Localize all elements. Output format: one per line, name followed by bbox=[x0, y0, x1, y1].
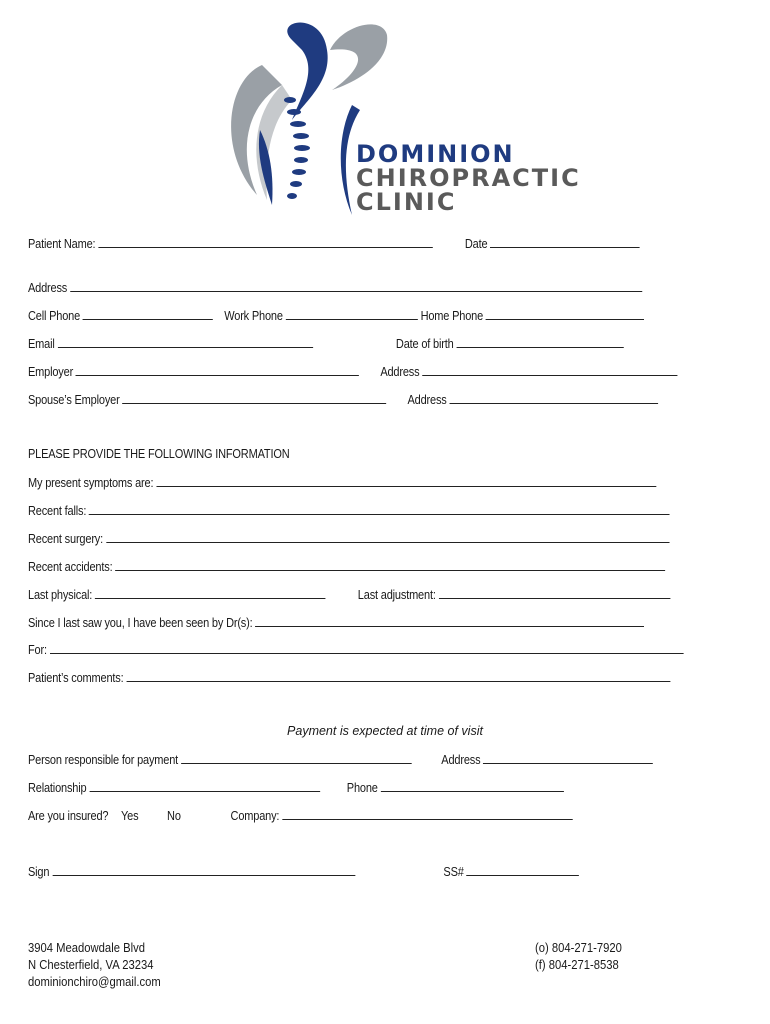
address-field[interactable] bbox=[70, 280, 642, 292]
dob-field[interactable] bbox=[456, 336, 623, 348]
work-phone-field[interactable] bbox=[286, 308, 418, 320]
seen-by-field[interactable] bbox=[255, 615, 644, 627]
surgery-label: Recent surgery: bbox=[28, 532, 104, 546]
sign-label: Sign bbox=[28, 865, 50, 879]
employer-address-field[interactable] bbox=[422, 364, 677, 376]
company-field[interactable] bbox=[282, 808, 572, 820]
ss-label: SS# bbox=[443, 865, 464, 879]
insured-yes-option[interactable]: Yes bbox=[120, 809, 139, 823]
insured-no-option[interactable]: No bbox=[167, 809, 181, 823]
patient-name-row bbox=[28, 236, 640, 251]
responsible-label: Person responsible for payment bbox=[28, 753, 179, 767]
spouse-employer-label: Spouse’s Employer bbox=[28, 393, 120, 407]
responsible-row bbox=[28, 752, 653, 767]
email-field[interactable] bbox=[58, 336, 313, 348]
clinic-address-block bbox=[28, 940, 161, 991]
cell-phone-label: Cell Phone bbox=[28, 309, 81, 323]
spouse-address-field[interactable] bbox=[450, 392, 659, 404]
clinic-city: N Chesterfield, VA 23234 bbox=[28, 958, 154, 972]
spouse-address-label: Address bbox=[407, 393, 447, 407]
falls-field[interactable] bbox=[89, 503, 670, 515]
brand-name-line-1: DOMINION bbox=[356, 140, 515, 168]
symptoms-field[interactable] bbox=[156, 475, 656, 487]
last-adjustment-label: Last adjustment: bbox=[357, 588, 436, 602]
sign-field[interactable] bbox=[52, 864, 355, 876]
employer-label: Employer bbox=[28, 365, 74, 379]
brand-name-line-2: CHIROPRACTIC bbox=[356, 164, 581, 192]
employer-row bbox=[28, 364, 678, 379]
brand-name-line-3: CLINIC bbox=[356, 188, 457, 216]
falls-label: Recent falls: bbox=[28, 504, 87, 518]
phone-row bbox=[28, 308, 644, 323]
falls-row bbox=[28, 503, 670, 518]
date-label: Date bbox=[464, 237, 488, 251]
email-label: Email bbox=[28, 337, 55, 351]
surgery-field[interactable] bbox=[106, 531, 669, 543]
payment-address-label: Address bbox=[441, 753, 481, 767]
clinic-office-phone: (o) 804-271-7920 bbox=[535, 941, 622, 955]
company-label: Company: bbox=[230, 809, 280, 823]
address-row bbox=[28, 280, 642, 295]
phone-label: Phone bbox=[346, 781, 378, 795]
seen-by-row bbox=[28, 615, 644, 630]
surgery-row bbox=[28, 531, 669, 546]
insured-row bbox=[28, 808, 573, 823]
payment-notice: Payment is expected at time of visit bbox=[287, 724, 483, 738]
info-heading: PLEASE PROVIDE THE FOLLOWING INFORMATION bbox=[28, 447, 290, 461]
address-label: Address bbox=[28, 281, 68, 295]
home-phone-label: Home Phone bbox=[420, 309, 484, 323]
cell-phone-field[interactable] bbox=[83, 308, 213, 320]
symptoms-row bbox=[28, 475, 656, 490]
email-row bbox=[28, 336, 624, 351]
payment-address-field[interactable] bbox=[483, 752, 653, 764]
dob-label: Date of birth bbox=[395, 337, 454, 351]
last-adjustment-field[interactable] bbox=[439, 587, 670, 599]
patient-name-field[interactable] bbox=[98, 236, 432, 248]
relationship-row bbox=[28, 780, 564, 795]
patient-name-label: Patient Name: bbox=[28, 237, 96, 251]
responsible-field[interactable] bbox=[181, 752, 412, 764]
last-physical-label: Last physical: bbox=[28, 588, 93, 602]
relationship-field[interactable] bbox=[89, 780, 320, 792]
accidents-label: Recent accidents: bbox=[28, 560, 113, 574]
for-label: For: bbox=[28, 643, 47, 657]
accidents-row bbox=[28, 559, 665, 574]
comments-row bbox=[28, 670, 670, 685]
last-visit-row bbox=[28, 587, 670, 602]
comments-field[interactable] bbox=[126, 670, 670, 682]
home-phone-field[interactable] bbox=[486, 308, 644, 320]
symptoms-label: My present symptoms are: bbox=[28, 476, 154, 490]
spouse-employer-field[interactable] bbox=[122, 392, 386, 404]
employer-address-label: Address bbox=[380, 365, 420, 379]
work-phone-label: Work Phone bbox=[224, 309, 283, 323]
last-physical-field[interactable] bbox=[95, 587, 326, 599]
relationship-label: Relationship bbox=[28, 781, 87, 795]
comments-label: Patient’s comments: bbox=[28, 671, 124, 685]
phone-field[interactable] bbox=[381, 780, 564, 792]
clinic-email[interactable]: dominionchiro@gmail.com bbox=[28, 975, 161, 989]
for-field[interactable] bbox=[50, 642, 684, 654]
signature-row bbox=[28, 864, 579, 879]
clinic-fax: (f) 804-271-8538 bbox=[535, 958, 619, 972]
date-field[interactable] bbox=[490, 236, 640, 248]
employer-field[interactable] bbox=[76, 364, 359, 376]
clinic-street: 3904 Meadowdale Blvd bbox=[28, 941, 145, 955]
for-row bbox=[28, 642, 683, 657]
seen-by-label: Since I last saw you, I have been seen by Dr(s): bbox=[28, 616, 253, 630]
insured-label: Are you insured? bbox=[28, 809, 109, 823]
accidents-field[interactable] bbox=[115, 559, 665, 571]
clinic-contact-block bbox=[535, 940, 622, 974]
ss-field[interactable] bbox=[467, 864, 580, 876]
spouse-employer-row bbox=[28, 392, 658, 407]
